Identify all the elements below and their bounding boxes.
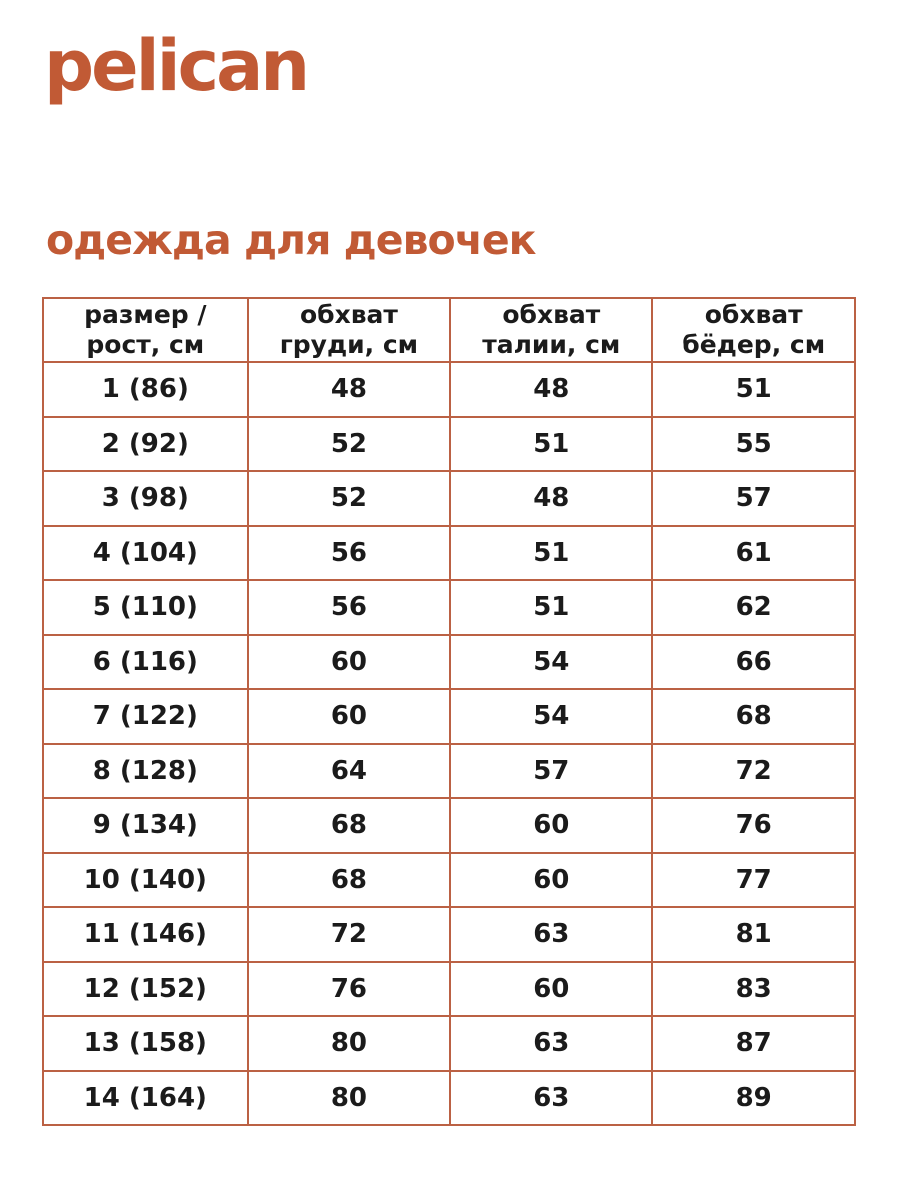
hips-cell: 68 [652, 689, 855, 744]
col-header-chest-line1: обхват [299, 299, 398, 329]
hips-cell: 57 [652, 471, 855, 526]
chest-cell: 60 [248, 689, 451, 744]
waist-cell: 48 [450, 362, 652, 417]
size-cell: 13 (158) [43, 1016, 248, 1071]
size-cell: 7 (122) [43, 689, 248, 744]
hips-cell: 83 [652, 962, 855, 1017]
waist-cell: 60 [450, 853, 652, 908]
size-cell: 9 (134) [43, 798, 248, 853]
size-cell: 8 (128) [43, 744, 248, 799]
col-header-hips [652, 298, 855, 362]
hips-cell: 61 [652, 526, 855, 581]
size-cell: 11 (146) [43, 907, 248, 962]
chest-cell: 72 [248, 907, 451, 962]
chest-cell: 56 [248, 526, 451, 581]
chest-cell: 52 [248, 471, 451, 526]
size-cell: 10 (140) [43, 853, 248, 908]
waist-cell: 51 [450, 417, 652, 472]
table-row [43, 1016, 855, 1071]
table-row [43, 853, 855, 908]
size-cell: 3 (98) [43, 471, 248, 526]
chest-cell: 68 [248, 798, 451, 853]
waist-cell: 63 [450, 907, 652, 962]
table-row [43, 417, 855, 472]
hips-cell: 87 [652, 1016, 855, 1071]
hips-cell: 55 [652, 417, 855, 472]
table-row [43, 635, 855, 690]
chest-cell: 48 [248, 362, 451, 417]
table-row [43, 580, 855, 635]
hips-cell: 72 [652, 744, 855, 799]
hips-cell: 62 [652, 580, 855, 635]
waist-cell: 54 [450, 689, 652, 744]
col-header-size [43, 298, 248, 362]
col-header-hips-line1: обхват [704, 299, 803, 329]
table-header-row [43, 298, 855, 362]
col-header-chest [248, 298, 451, 362]
table-row [43, 1071, 855, 1126]
waist-cell: 51 [450, 526, 652, 581]
waist-cell: 48 [450, 471, 652, 526]
col-header-size-line2: рост, см [86, 330, 205, 359]
waist-cell: 60 [450, 962, 652, 1017]
chest-cell: 80 [248, 1016, 451, 1071]
size-cell: 2 (92) [43, 417, 248, 472]
brand-logo: pelican [44, 25, 308, 107]
size-cell: 6 (116) [43, 635, 248, 690]
size-cell: 4 (104) [43, 526, 248, 581]
chest-cell: 56 [248, 580, 451, 635]
chest-cell: 76 [248, 962, 451, 1017]
waist-cell: 51 [450, 580, 652, 635]
waist-cell: 57 [450, 744, 652, 799]
waist-cell: 63 [450, 1016, 652, 1071]
size-cell: 1 (86) [43, 362, 248, 417]
waist-cell: 63 [450, 1071, 652, 1126]
col-header-size-line1: размер / [84, 299, 207, 329]
waist-cell: 54 [450, 635, 652, 690]
hips-cell: 77 [652, 853, 855, 908]
col-header-waist [450, 298, 652, 362]
waist-cell: 60 [450, 798, 652, 853]
size-cell: 5 (110) [43, 580, 248, 635]
col-header-chest-line2: груди, см [279, 330, 419, 359]
table-row [43, 689, 855, 744]
size-cell: 12 (152) [43, 962, 248, 1017]
chest-cell: 52 [248, 417, 451, 472]
size-cell: 14 (164) [43, 1071, 248, 1126]
chest-cell: 68 [248, 853, 451, 908]
table-row [43, 526, 855, 581]
hips-cell: 51 [652, 362, 855, 417]
table-row [43, 362, 855, 417]
hips-cell: 66 [652, 635, 855, 690]
col-header-hips-line2: бёдер, см [682, 330, 826, 359]
table-row [43, 744, 855, 799]
table-row [43, 962, 855, 1017]
chest-cell: 80 [248, 1071, 451, 1126]
hips-cell: 76 [652, 798, 855, 853]
hips-cell: 81 [652, 907, 855, 962]
size-chart-table [42, 297, 856, 1126]
table-row [43, 907, 855, 962]
table-row [43, 471, 855, 526]
col-header-waist-line1: обхват [502, 299, 601, 329]
table-row [43, 798, 855, 853]
size-table-body [43, 362, 855, 1125]
chest-cell: 64 [248, 744, 451, 799]
hips-cell: 89 [652, 1071, 855, 1126]
col-header-waist-line2: талии, см [482, 330, 621, 359]
chest-cell: 60 [248, 635, 451, 690]
page-title: одежда для девочек [46, 216, 536, 264]
